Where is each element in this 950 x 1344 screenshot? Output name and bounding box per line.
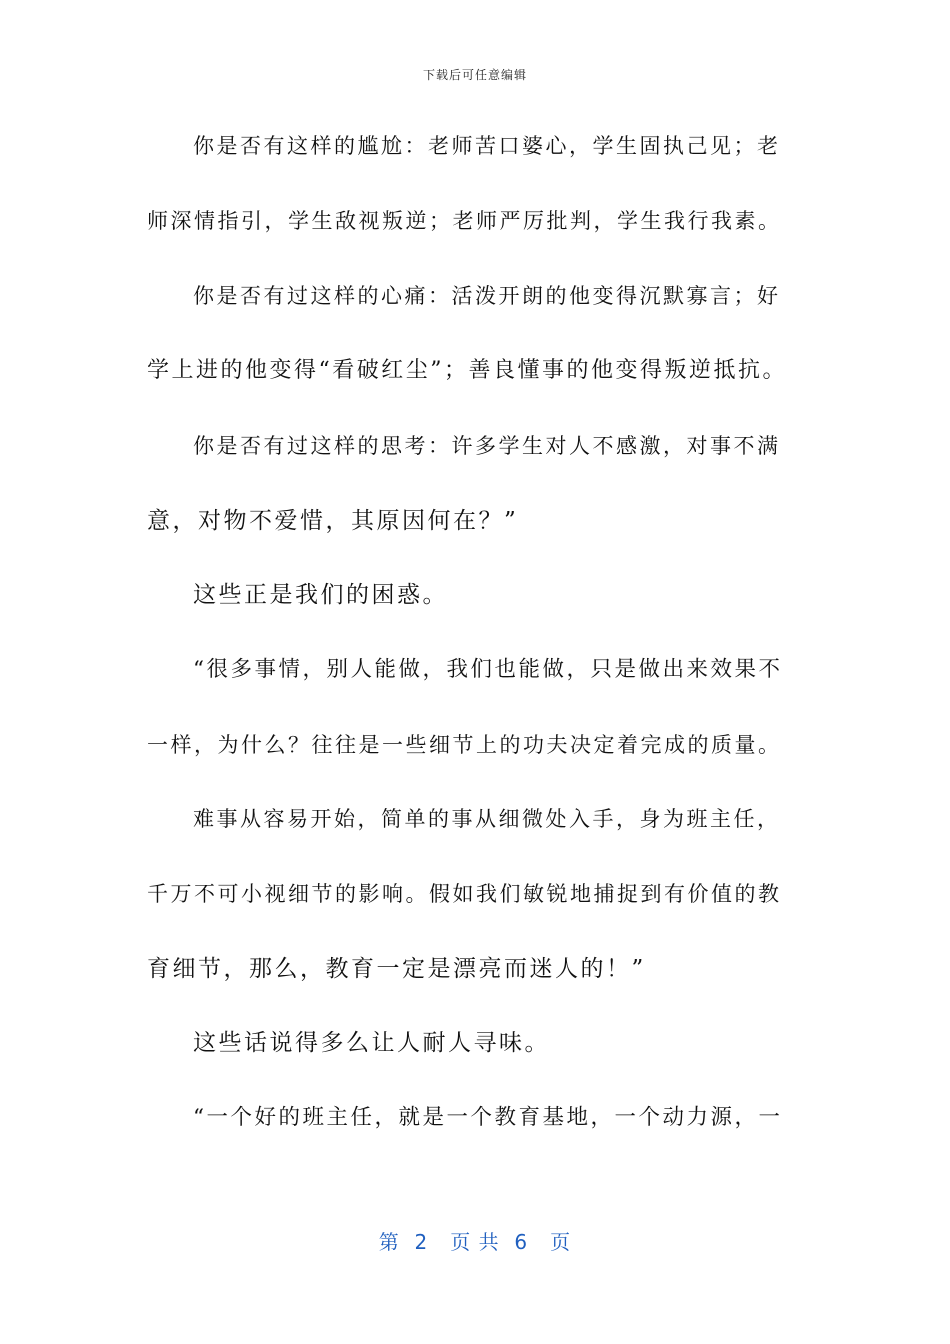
body-line: 你是否有过这样的心痛：活泼开朗的他变得沉默寡言；好 [193, 284, 781, 308]
body-line: 一样，为什么？往往是一些细节上的功夫决定着完成的质量。 [147, 733, 782, 757]
body-line: 你是否有这样的尴尬：老师苦口婆心，学生固执己见；老 [193, 134, 781, 158]
body-line: 意，对物不爱惜，其原因何在？” [147, 508, 519, 534]
body-line: “一个好的班主任，就是一个教育基地，一个动力源，一 [193, 1105, 783, 1130]
page-number-footer: 第 2 页 共 6 页 [378, 1230, 572, 1254]
body-line: 这些话说得多么让人耐人寻味。 [193, 1030, 550, 1056]
body-line: 难事从容易开始，简单的事从细微处入手，身为班主任， [193, 807, 781, 831]
body-line: 千万不可小视细节的影响。假如我们敏锐地捕捉到有价值的教 [147, 882, 782, 906]
body-line: 你是否有过这样的思考：许多学生对人不感激，对事不满 [193, 434, 781, 458]
body-line: 师深情指引，学生敌视叛逆；老师严厉批判，学生我行我素。 [147, 209, 782, 233]
body-line: 育细节，那么，教育一定是漂亮而迷人的！” [147, 956, 646, 982]
body-line: 这些正是我们的困惑。 [193, 582, 448, 608]
page-header: 下载后可任意编辑 [422, 68, 527, 82]
body-line: “很多事情，别人能做，我们也能做，只是做出来效果不 [193, 657, 783, 682]
body-line: 学上进的他变得“看破红尘”；善良懂事的他变得叛逆抵抗。 [147, 358, 787, 383]
